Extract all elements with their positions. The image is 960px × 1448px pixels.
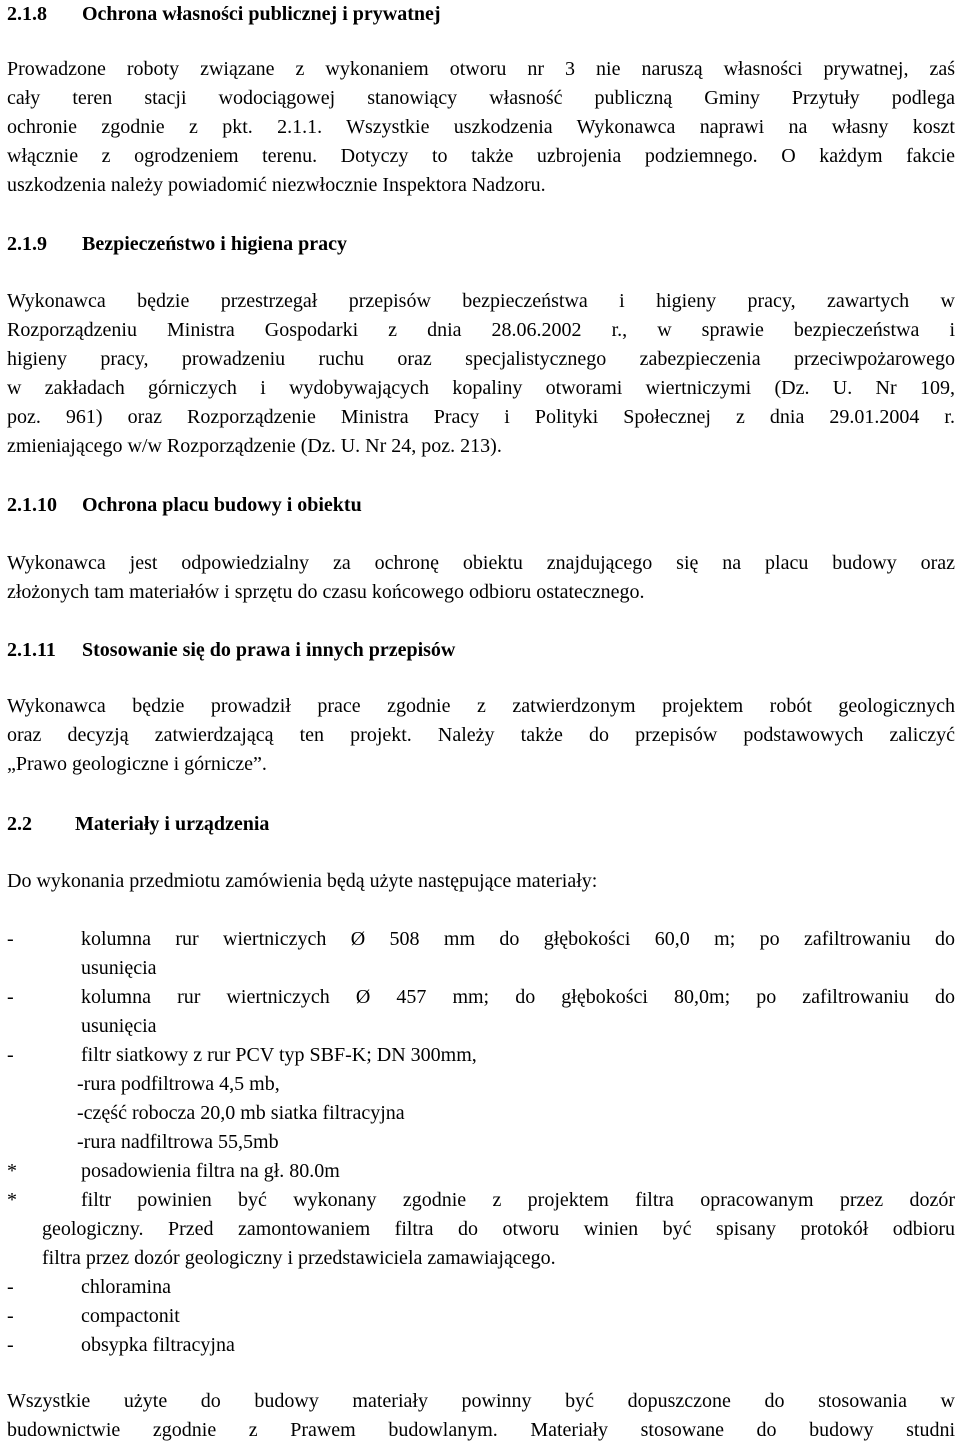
list-marker: - [7,1334,14,1356]
list-marker: - [7,986,14,1008]
paragraph-line: poz. 961) oraz Rozporządzenie Ministra Pracy i Polityki Społecznej z dnia 29.01.2004 r. [7,406,955,428]
heading-title: Materiały i urządzenia [75,813,270,835]
list-item [7,1331,955,1360]
list-item-continuation: usunięcia [81,957,157,979]
list-item [7,1041,955,1070]
materials-intro: Do wykonania przedmiotu zamówienia będą użyte następujące materiały: [7,870,598,892]
heading-number: 2.2 [7,813,32,835]
list-item [7,1273,955,1302]
list-item-text: filtr powinien być wykonany zgodnie z projektem filtra opracowanym przez dozór [81,1189,955,1211]
list-marker: - [7,1044,14,1066]
paragraph-2-1-11 [7,692,955,779]
heading-title: Bezpieczeństwo i higiena pracy [82,233,347,255]
heading-number: 2.1.8 [7,3,47,25]
heading-number: 2.1.9 [7,233,47,255]
paragraph-line: w zakładach górniczych i wydobywających kopaliny otworami wiertniczymi (Dz. U. Nr 109, [7,377,955,399]
paragraph-line: złożonych tam materiałów i sprzętu do czasu końcowego odbioru ostatecznego. [7,581,645,603]
heading-2-1-10 [7,491,955,520]
list-item-text: kolumna rur wiertniczych Ø 508 mm do głębokości 60,0 m; po zafiltrowaniu do [81,928,955,950]
heading-2-1-8 [7,0,955,29]
paragraph-line: budownictwie zgodnie z Prawem budowlanym. Materiały stosowane do budowy studni [7,1419,955,1441]
paragraph-line: cały teren stacji wodociągowej stanowiący własność publiczną Gminy Przytuły podlega [7,87,955,109]
heading-title: Stosowanie się do prawa i innych przepisów [82,639,456,661]
paragraph-line: oraz decyzją zatwierdzającą ten projekt. Należy także do przepisów podstawowych zaliczyć [7,724,955,746]
paragraph-line: Prowadzone roboty związane z wykonaniem otworu nr 3 nie naruszą własności prywatnej, zaś [7,58,955,80]
list-item-text: posadowienia filtra na gł. 80.0m [81,1160,340,1182]
paragraph-line: uszkodzenia należy powiadomić niezwłocznie Inspektora Nadzoru. [7,174,546,196]
list-item-continuation: filtra przez dozór geologiczny i przedstawiciela zamawiającego. [42,1247,556,1269]
paragraph-line: Wykonawca jest odpowiedzialny za ochronę obiektu znajdującego się na placu budowy oraz [7,552,955,574]
paragraph-line: Rozporządzeniu Ministra Gospodarki z dnia 28.06.2002 r., w sprawie bezpieczeństwa i [7,319,955,341]
heading-number: 2.1.11 [7,639,56,661]
list-item [7,925,955,954]
paragraph-line: higieny pracy, prowadzeniu ruchu oraz specjalistycznego zabezpieczenia przeciwpożarowego [7,348,955,370]
list-item-text: filtr siatkowy z rur PCV typ SBF-K; DN 300mm, [81,1044,477,1066]
list-marker: * [7,1160,17,1182]
heading-title: Ochrona placu budowy i obiektu [82,494,362,516]
sub-item: -rura nadfiltrowa 55,5mb [77,1131,279,1153]
heading-2-1-11 [7,636,955,665]
paragraph-line: ochronie zgodnie z pkt. 2.1.1. Wszystkie uszkodzenia Wykonawca naprawi na własny koszt [7,116,955,138]
list-marker: * [7,1189,17,1211]
list-item-continuation: usunięcia [81,1015,157,1037]
paragraph-2-1-10 [7,549,955,607]
heading-title: Ochrona własności publicznej i prywatnej [82,3,441,25]
sub-item: -rura podfiltrowa 4,5 mb, [77,1073,280,1095]
paragraph-line: „Prawo geologiczne i górnicze”. [7,753,267,775]
heading-2-1-9 [7,230,955,259]
paragraph-closing [7,1387,955,1445]
list-marker: - [7,928,14,950]
paragraph-line: zmieniającego w/w Rozporządzenie (Dz. U. Nr 24, poz. 213). [7,435,502,457]
paragraph-line: włącznie z ogrodzeniem terenu. Dotyczy to także uzbrojenia podziemnego. O każdym fakcie [7,145,955,167]
list-item-continuation: geologiczny. Przed zamontowaniem filtra do otworu winien być spisany protokół odbioru [42,1218,955,1240]
list-item-text: obsypka filtracyjna [81,1334,235,1356]
heading-number: 2.1.10 [7,494,57,516]
list-item [7,983,955,1012]
list-item-text: chloramina [81,1276,171,1298]
paragraph-2-1-9 [7,287,955,461]
list-item-text: kolumna rur wiertniczych Ø 457 mm; do głębokości 80,0m; po zafiltrowaniu do [81,986,955,1008]
paragraph-2-1-8 [7,55,955,200]
list-item-text: compactonit [81,1305,180,1327]
sub-item: -część robocza 20,0 mb siatka filtracyjna [77,1102,405,1124]
list-marker: - [7,1276,14,1298]
paragraph-line: Wykonawca będzie przestrzegał przepisów bezpieczeństwa i higieny pracy, zawartych w [7,290,955,312]
list-marker: - [7,1305,14,1327]
paragraph-line: Wykonawca będzie prowadził prace zgodnie z zatwierdzonym projektem robót geologicznych [7,695,955,717]
heading-2-2 [7,810,955,839]
list-item [7,1157,955,1186]
paragraph-line: Wszystkie użyte do budowy materiały powinny być dopuszczone do stosowania w [7,1390,955,1412]
materials-list [7,925,955,1360]
list-item [7,1302,955,1331]
list-item [7,1186,955,1215]
